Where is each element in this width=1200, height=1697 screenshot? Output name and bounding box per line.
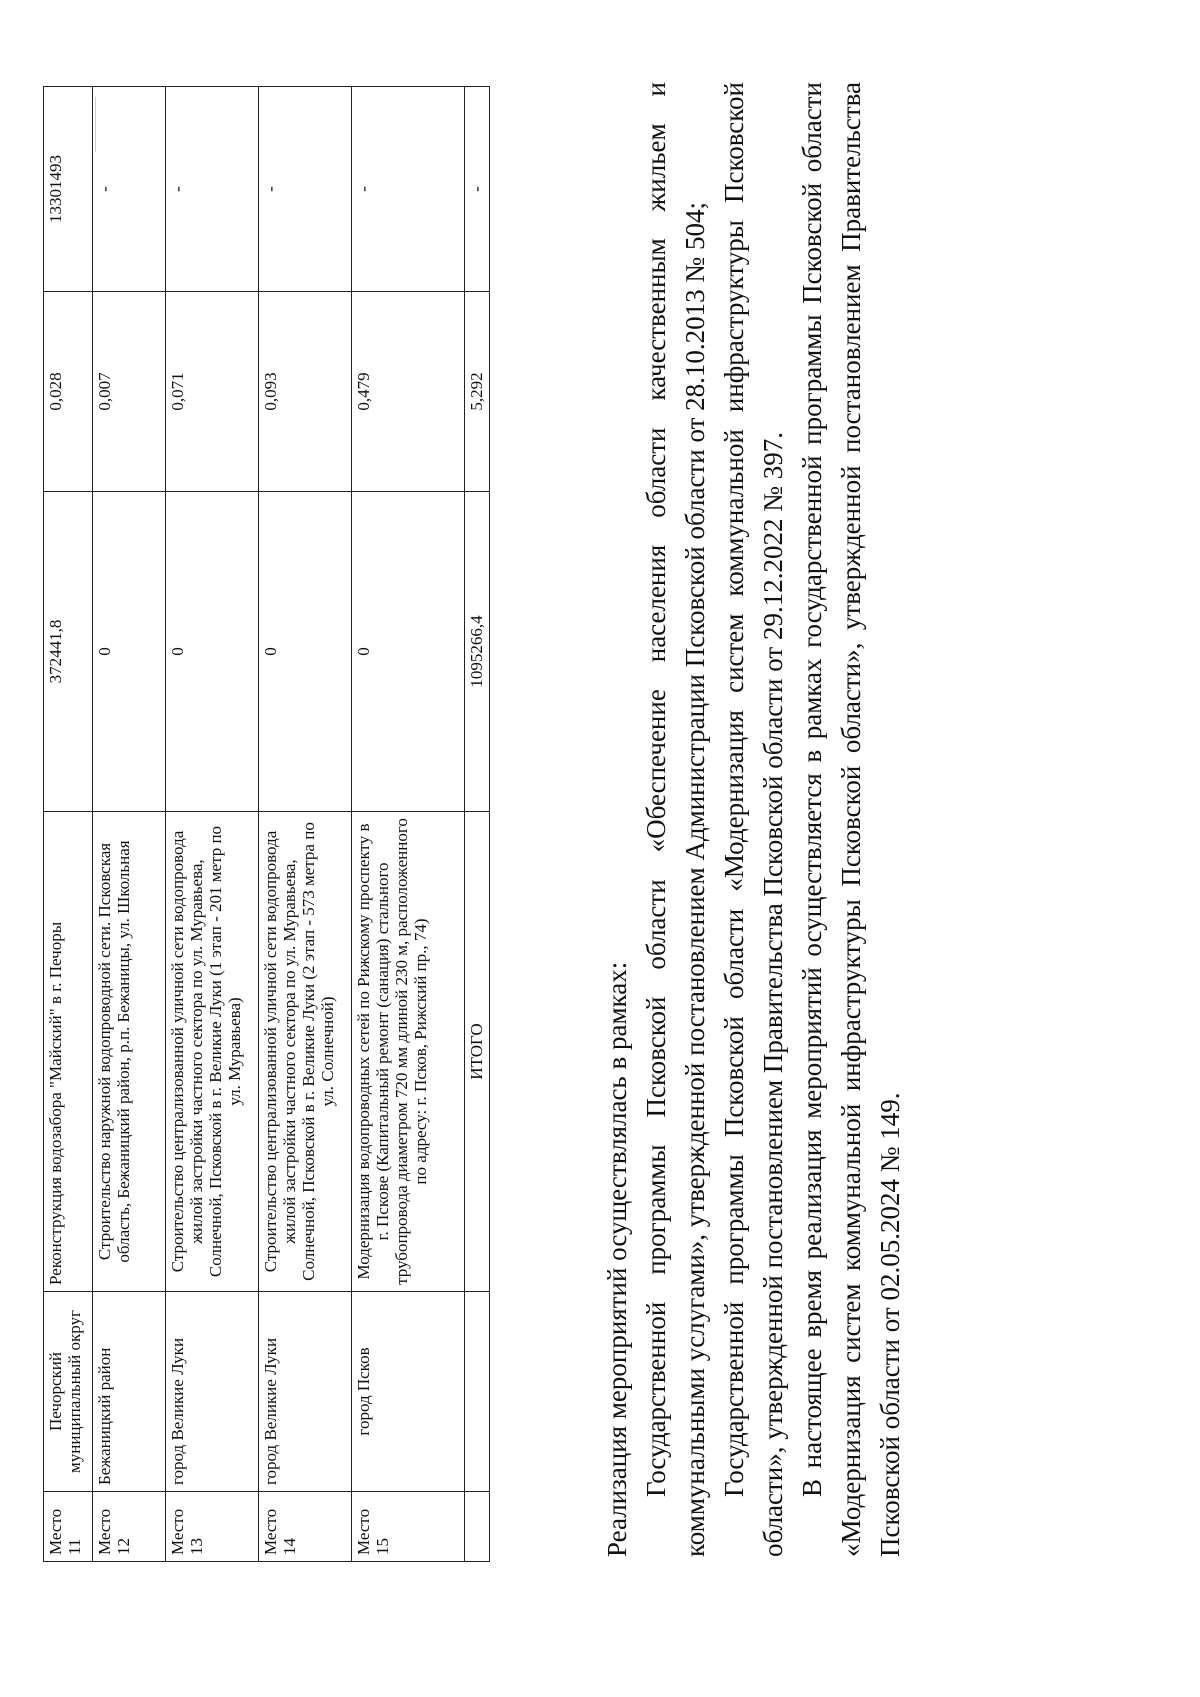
object-cell: Реконструкция водозабора "Майский" в г. Печоры: [44, 812, 93, 1292]
value-cell: 0,007: [93, 292, 166, 492]
area-cell: город Псков: [352, 1292, 465, 1492]
empty-cell: [465, 1292, 490, 1492]
place-cell: Место 15: [352, 1492, 465, 1562]
cost-cell: 372441,8: [44, 492, 93, 812]
object-cell: Строительство наружной водопроводной сети. Псковская область, Бежаницкий район, р.п. Бежаницы, ул. Школьная: [93, 812, 166, 1292]
area-cell: Печорский муниципальный округ: [44, 1292, 93, 1492]
place-cell: Место 14: [259, 1492, 352, 1562]
value-cell: 0,093: [259, 292, 352, 492]
program-paragraph-2: Государственной программы Псковской области «Модернизация систем коммунальной инфраструктуры Псковской области», утвержденной постановлением Правительства Псковской области от 29.12.2022 № 397.: [719, 82, 788, 1557]
area-cell: город Великие Луки: [259, 1292, 352, 1492]
value-cell: 0,479: [352, 292, 465, 492]
total-code: -: [465, 87, 490, 292]
cost-cell: 0: [166, 492, 259, 812]
code-cell: -: [166, 87, 259, 292]
table-row: [352, 87, 465, 1562]
total-label: ИТОГО: [465, 812, 490, 1292]
table-row: [166, 87, 259, 1562]
value-cell: 0,071: [166, 292, 259, 492]
area-cell: Бежаницкий район: [93, 1292, 166, 1492]
object-cell: Строительство централизованной уличной сети водопровода жилой застройки частного сектора по ул. Муравьева, Солнечной, Псковской в г. Великие Луки (2 этап - 573 метра по ул. Солнечной): [259, 812, 352, 1292]
cost-cell: 0: [259, 492, 352, 812]
current-program-paragraph: В настоящее время реализация мероприятий осуществляется в рамках государственной программы Псковской области «Модернизация систем коммунальной инфраструктуры Псковской области», утвержденной постановлением Правительства Псковской области от 02.05.2024 № 149.: [797, 82, 905, 1557]
table-row: [259, 87, 352, 1562]
empty-cell: [465, 1492, 490, 1562]
code-cell: -: [93, 87, 166, 292]
program-paragraph-1: Государственной программы Псковской области «Обеспечение населения области качественным жильем и коммунальными услугами», утвержденной постановлением Администрации Псковской области от 28.10.2013 № 504;: [641, 82, 710, 1557]
area-cell: город Великие Луки: [166, 1292, 259, 1492]
place-cell: Место 13: [166, 1492, 259, 1562]
intro-paragraph: Реализация мероприятий осуществлялась в рамках:: [602, 961, 632, 1557]
table-total-row: [465, 87, 490, 1562]
place-cell: Место 12: [93, 1492, 166, 1562]
code-cell: -: [259, 87, 352, 292]
place-cell: Место 11: [44, 1492, 93, 1562]
code-cell: -: [352, 87, 465, 292]
total-value: 5,292: [465, 292, 490, 492]
table-row: [44, 87, 93, 1562]
sites-table: [43, 86, 490, 1562]
body-text: [598, 82, 910, 1557]
cost-cell: 0: [93, 492, 166, 812]
code-cell: 13301493: [44, 87, 93, 292]
total-cost: 1095266,4: [465, 492, 490, 812]
value-cell: 0,028: [44, 292, 93, 492]
object-cell: Модернизация водопроводных сетей по Рижскому проспекту в г. Пскове (Капитальный ремонт (санация) стального трубопровода диаметром 720 мм длиной 230 м, расположенного по адресу: г. Псков, Рижский пр., 74): [352, 812, 465, 1292]
table-row: [93, 87, 166, 1562]
object-cell: Строительство централизованной уличной сети водопровода жилой застройки частного сектора по ул. Муравьева, Солнечной, Псковской в г. Великие Луки (1 этап - 201 метр по ул. Муравьева): [166, 812, 259, 1292]
cost-cell: 0: [352, 492, 465, 812]
